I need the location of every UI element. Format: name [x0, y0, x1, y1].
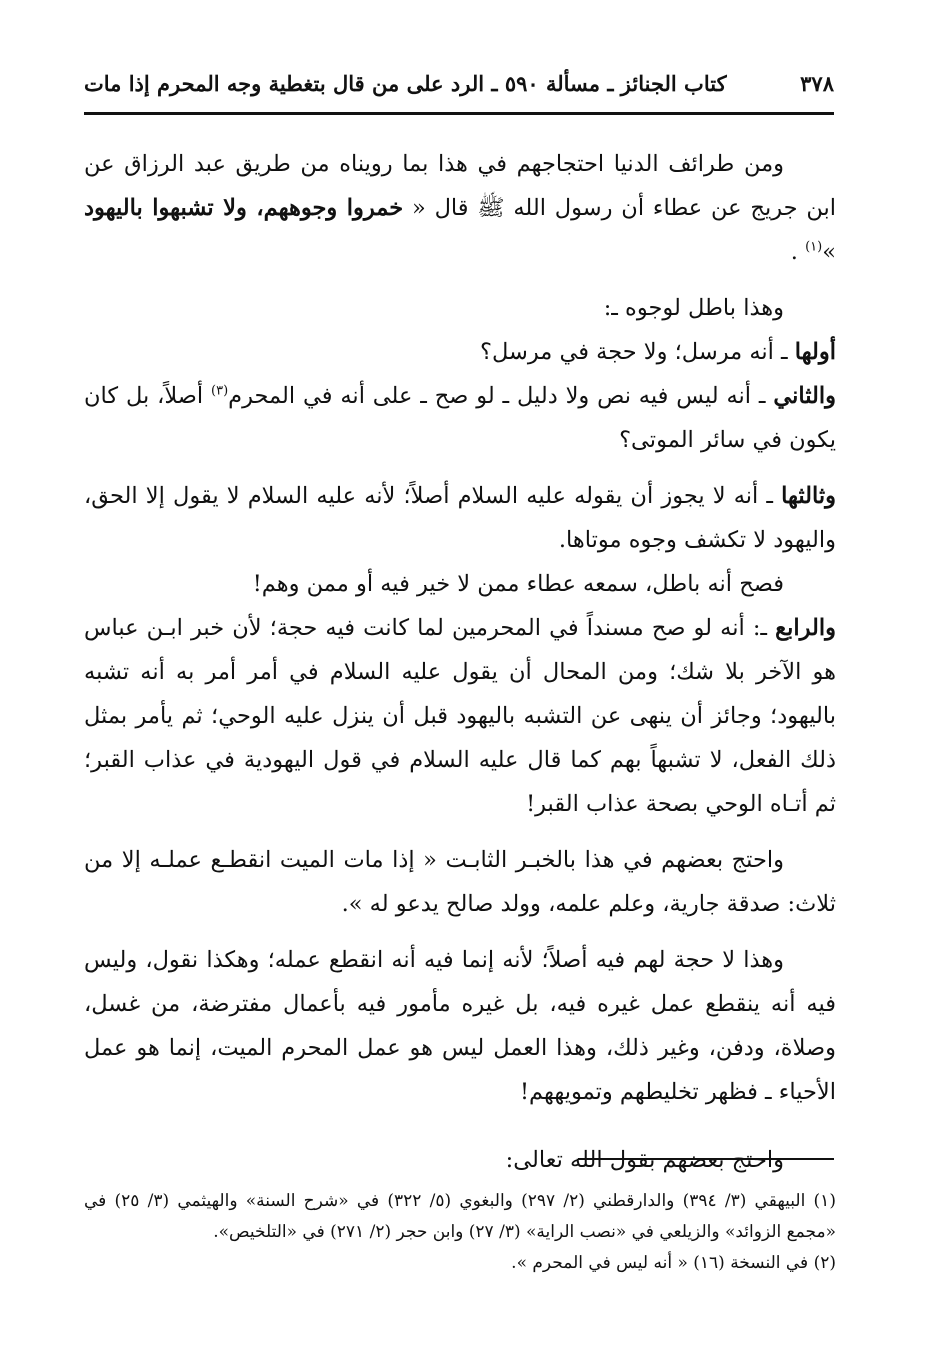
paragraph-8: واحتج بعضهم في هذا بالخبـر الثابـت « إذا مات الميت انقطـع عملـه إلا من ثلاث: صدقة جارية، وعلم علمه، وولد صالح يدعو له ».	[84, 847, 836, 917]
point-2-text-a: ـ أنه ليس فيه نص ولا دليل ـ لو صح ـ على أنه في المحرم	[228, 383, 774, 409]
paragraph-7	[84, 606, 836, 826]
point-2-lead: والثاني	[773, 383, 836, 409]
footnotes	[84, 1186, 836, 1279]
paragraph-3	[84, 330, 836, 374]
paragraph-1-text-a: ومن طرائف الدنيا احتجاجهم في هذا بما رويناه من طريق عبد الرزاق عن ابن جريج عن عطاء أن رسول الله ﷺ قال «	[84, 151, 836, 221]
paragraph-9: وهذا لا حجة لهم فيه أصلاً؛ لأنه إنما فيه أنه انقطع عمله؛ وهكذا نقول، وليس فيه أنه ينقطع عمل غيره فيه، بل غيره مأمور فيه بأعمال مفترضة، من غسل، وصلاة، ودفن، وغير ذلك، وهذا العمل ليس هو عمل المحرم الميت، إنما هو عمل الأحياء ـ فظهر تخليطهم وتمويههم!	[84, 947, 836, 1105]
point-3-text: ـ أنه لا يجوز أن يقوله عليه السلام أصلاً؛ لأنه عليه السلام لا يقول إلا الحق، واليهود لا تكشف وجوه موتاها.	[84, 483, 836, 553]
paragraph-10: واحتج بعضهم بقول الله تعالى:	[505, 1147, 784, 1173]
paragraph-1	[84, 142, 836, 274]
paragraph-6: فصح أنه باطل، سمعه عطاء ممن لا خير فيه أو ممن وهم!	[252, 571, 784, 597]
footnote-divider	[578, 1158, 834, 1160]
point-4-text: ـ: أنه لو صح مسنداً في المحرمين لما كانت فيه حجة؛ لأن خبر ابـن عباس هو الآخر بلا شك؛ ومن المحال أن يقول عليه السلام في أمر أمر به أنه تشبه باليهود؛ وجائز أن ينهى عن التشبه باليهود قبل أن ينزل عليه الوحي؛ ثم يأمر بمثل ذلك الفعل، لا تشبهاً بهم كما قال عليه السلام في قول اليهودية في عذاب القبر؛ ثم أتـاه الوحي بصحة عذاب القبر!	[84, 615, 836, 817]
hadith-quote: خمروا وجوههم، ولا تشبهوا باليهود	[84, 195, 404, 221]
footnote-1: (١) البيهقي (٣/ ٣٩٤) والدارقطني (٢/ ٢٩٧) والبغوي (٥/ ٣٢٢) في «شرح السنة» والهيثمي (٣/ ٢٥) في «مجمع الزوائد» والزيلعي في «نصب الراية» (٣/ ٢٧) وابن حجر (٢/ ٢٧١) في «التلخيص».	[84, 1191, 836, 1242]
point-2-text-b: أصلاً، بل كان يكون في سائر الموتى؟	[84, 383, 836, 453]
running-title: كتاب الجنائز ـ مسألة ٥٩٠ ـ الرد على من قال بتغطية وجه المحرم إذا مات	[84, 70, 727, 96]
paragraph-5	[84, 474, 836, 562]
footnote-ref-1: (١)	[805, 239, 823, 255]
footnote-2: (٢) في النسخة (١٦) « أنه ليس في المحرم ».	[511, 1253, 836, 1273]
point-3-lead: وثالثها	[781, 483, 836, 509]
page-header	[84, 60, 834, 106]
paragraph-1-text-b: »	[822, 239, 836, 265]
paragraph-1-end: .	[790, 239, 806, 265]
paragraph-2: وهذا باطل لوجوه ـ:	[603, 295, 784, 321]
point-1-text: ـ أنه مرسل؛ ولا حجة في مرسل؟	[480, 339, 795, 365]
main-text	[84, 142, 836, 1182]
point-1-lead: أولها	[794, 339, 836, 365]
header-divider	[84, 112, 834, 115]
footnote-ref-3: (٣)	[211, 383, 229, 399]
page-number: ٣٧٨	[800, 70, 834, 96]
point-4-lead: والرابع	[775, 615, 836, 641]
paragraph-4	[84, 374, 836, 462]
